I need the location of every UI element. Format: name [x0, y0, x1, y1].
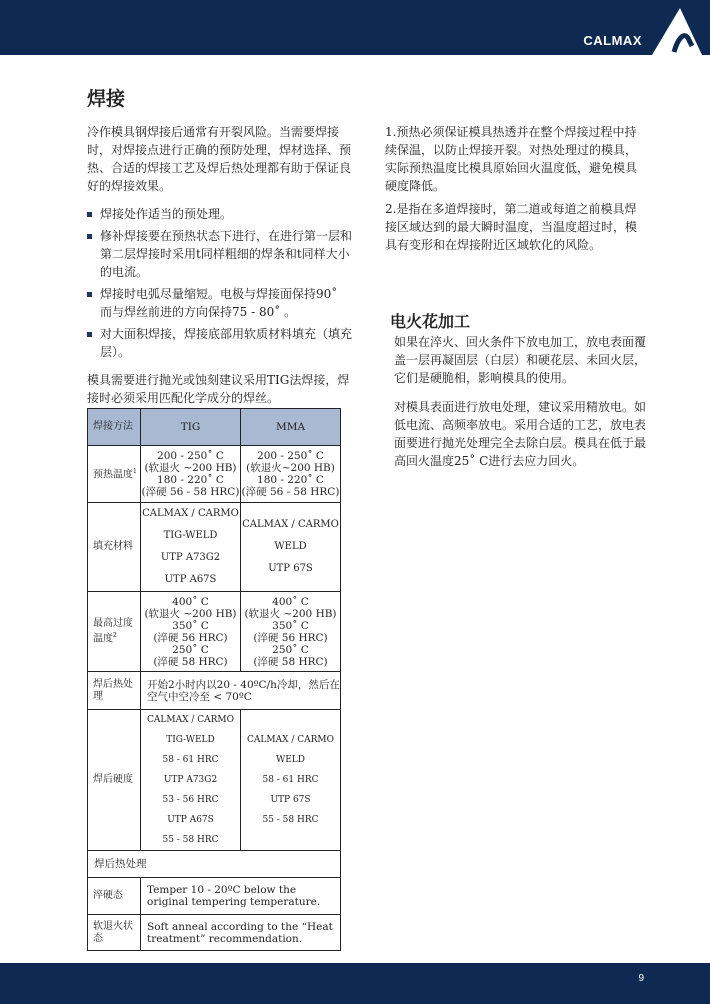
calmax-logo-icon	[652, 8, 702, 55]
row-label: 预热温度$^1$	[88, 446, 141, 503]
quenched-cell: Temper 10 - 20ºC below the original tempering temperature.	[141, 878, 341, 915]
annealed-cell: Soft anneal according to the “Heat treatment” recommendation.	[141, 915, 341, 951]
edm-title: 电火花加工	[390, 312, 471, 331]
postheat-cell: 开始2小时内以20 - 40ºC/h冷却，然后在空气中空冷至 < 70ºC	[141, 672, 341, 710]
footnote-2: 2.是指在多道焊接时，第二道或每道之前模具焊接区域达到的最大瞬时温度，当温度超过时，模具有变形和在焊接附近区域软化的风险。	[385, 202, 638, 252]
table-row	[88, 851, 341, 878]
row-label: 填充材料	[88, 503, 141, 592]
tig-cell: CALMAX / CARMO TIG-WELD UTP A73G2 UTP A67S	[141, 503, 241, 592]
welding-intro: 冷作模具钢焊接后通常有开裂风险。当需要焊接时，对焊接点进行正确的预防处理，焊材选择、预热、合适的焊接工艺及焊后热处理都有助于保证良好的焊接效果。	[87, 125, 352, 193]
table-row	[88, 446, 341, 503]
row-label: 焊后硬度	[88, 710, 141, 851]
table-row	[88, 503, 341, 592]
tig-note: 模具需要进行抛光或蚀刻建议采用TIG法焊接，焊接时必须采用匹配化学成分的焊丝。	[87, 373, 350, 405]
welding-title: 焊接	[87, 88, 126, 110]
edm-paragraph-2: 对模具表面进行放电处理，建议采用精放电。如低电流、高频率放电。采用合适的工艺，放电表面要进行抛光处理完全去除白层。模具在低于最高回火温度25˚ C进行去应力回火。	[394, 400, 647, 468]
tig-cell: 200 - 250˚ C (软退火 ~200 HB) 180 - 220˚ C (淬硬 56 - 58 HRC)	[141, 446, 241, 503]
section-label: 焊后热处理	[88, 851, 341, 878]
footnote-1: 1.预热必须保证模具热透并在整个焊接过程中持续保温，以防止焊接开裂。对热处理过的模具，实际预热温度比模具原始回火温度低，避免模具硬度降低。	[385, 125, 638, 193]
bullet-item: 焊接处作适当的预处理。	[87, 205, 352, 223]
edm-paragraph-1: 如果在淬火、回火条件下放电加工，放电表面覆盖一层再凝固层（白层）和硬花层、未回火层，它们是硬脆相，影响模具的使用。	[394, 335, 647, 385]
mma-cell: CALMAX / CARMO WELD 58 - 61 HRC UTP 67S 55 - 58 HRC	[241, 710, 341, 851]
page-number: 9	[638, 973, 644, 984]
table-row	[88, 592, 341, 672]
table-header-row	[88, 409, 341, 446]
tig-cell: CALMAX / CARMO TIG-WELD 58 - 61 HRC UTP A73G2 53 - 56 HRC UTP A67S 55 - 58 HRC	[141, 710, 241, 851]
mma-cell: 200 - 250˚ C (软退火~200 HB) 180 - 220˚ C (淬硬 56 - 58 HRC)	[241, 446, 341, 503]
row-label: 淬硬态	[88, 878, 141, 915]
welding-bullets	[87, 205, 352, 365]
tig-cell: 400˚ C (软退火 ~200 HB) 350˚ C (淬硬 56 HRC) 250˚ C (淬硬 58 HRC)	[141, 592, 241, 672]
table-row	[88, 710, 341, 851]
header-cell: 焊接方法	[88, 409, 141, 446]
row-label: 软退火状态	[88, 915, 141, 951]
welding-table	[87, 408, 341, 951]
brand-name: CALMAX	[583, 33, 642, 48]
header-bar	[0, 0, 710, 55]
row-label: 焊后热处理	[88, 672, 141, 710]
table-row	[88, 878, 341, 915]
header-cell: TIG	[141, 409, 241, 446]
header-cell: MMA	[241, 409, 341, 446]
table-row	[88, 915, 341, 951]
bullet-item: 修补焊接要在预热状态下进行，在进行第一层和第二层焊接时采用t同样粗细的焊条和t同样大小的电流。	[87, 227, 352, 281]
table-row	[88, 672, 341, 710]
mma-cell: CALMAX / CARMO WELD UTP 67S	[241, 503, 341, 592]
footer-bar	[0, 963, 710, 1004]
bullet-item: 焊接时电弧尽量缩短。电极与焊接面保持90˚ 而与焊丝前进的方向保持75 - 80˚ 。	[87, 285, 352, 321]
mma-cell: 400˚ C (软退火 ~200 HB) 350˚ C (淬硬 56 HRC) 250˚ C (淬硬 58 HRC)	[241, 592, 341, 672]
row-label: 最高过度温度$^2$	[88, 592, 141, 672]
bullet-item: 对大面积焊接，焊接底部用软质材料填充（填充层）。	[87, 325, 352, 361]
